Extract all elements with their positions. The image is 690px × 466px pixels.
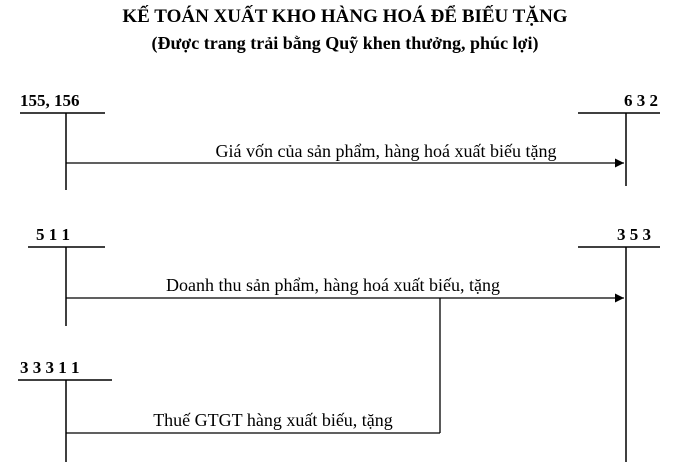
t-account-155-156 [20,91,105,190]
t-account-632 [578,91,660,186]
flow-label-cost-of-goods: Giá vốn của sản phẩm, hàng hoá xuất biếu tặng [215,141,557,161]
account-label-632: 6 3 2 [624,91,658,110]
t-account-33311 [18,358,112,462]
account-label-33311: 3 3 3 1 1 [20,358,80,377]
t-account-353 [578,225,660,462]
t-account-511 [28,225,105,326]
diagram-title: KẾ TOÁN XUẤT KHO HÀNG HOÁ ĐỂ BIẾU TẶNG [122,6,568,27]
flow-label-revenue: Doanh thu sản phẩm, hàng hoá xuất biếu, tặng [166,275,500,295]
account-label-511: 5 1 1 [36,225,70,244]
account-label-353: 3 5 3 [617,225,651,244]
diagram-subtitle: (Được trang trải bằng Quỹ khen thưởng, phúc lợi) [151,33,539,53]
flow-label-vat: Thuế GTGT hàng xuất biếu, tặng [153,410,393,430]
account-label-155-156: 155, 156 [20,91,80,110]
